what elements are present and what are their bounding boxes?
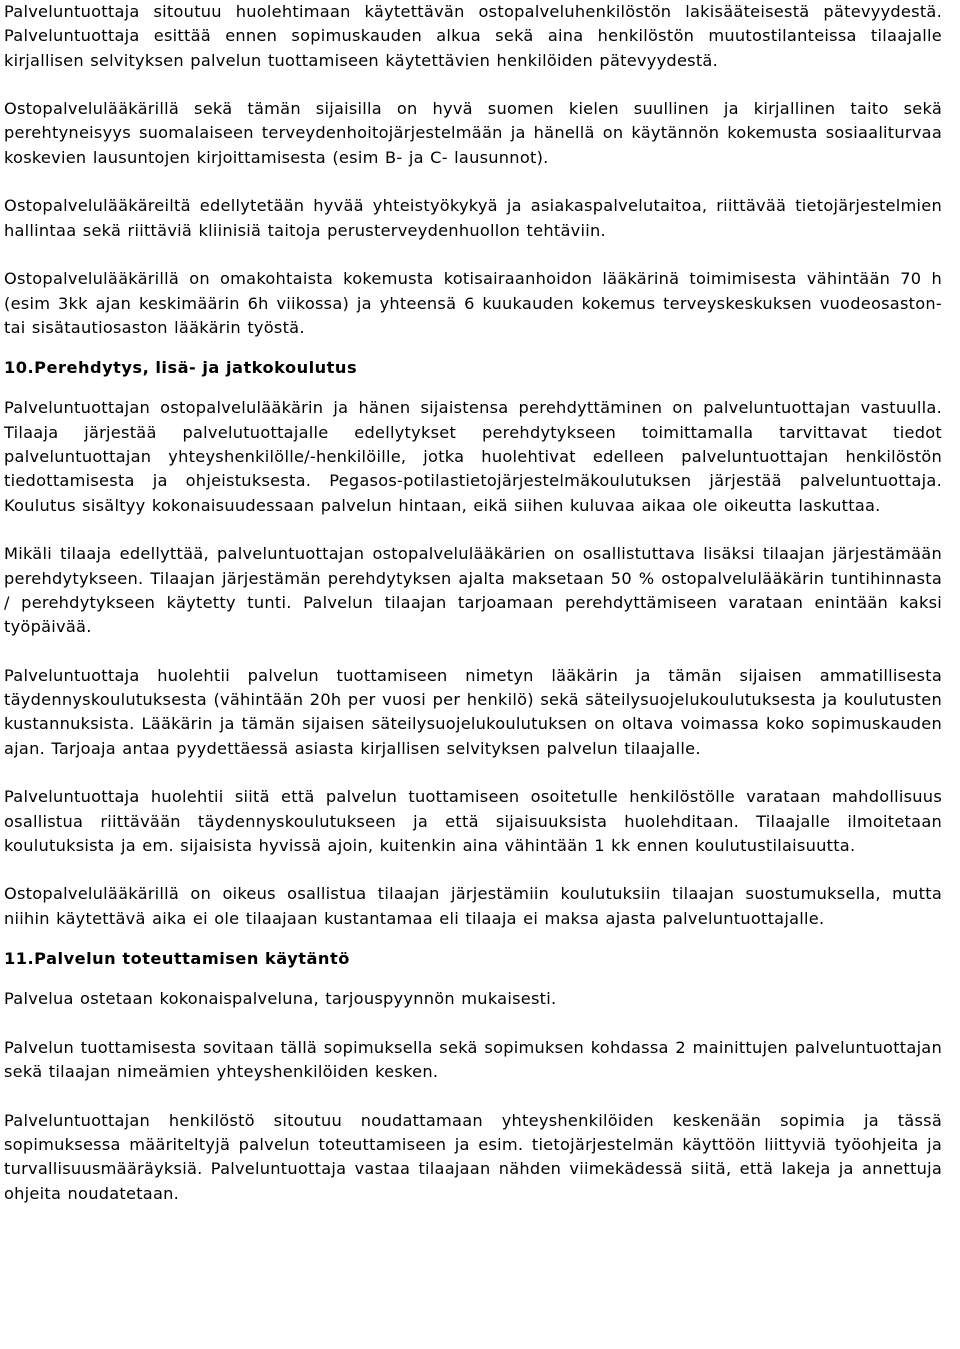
section-heading-11: 11.Palvelun toteuttamisen käytäntö: [4, 948, 350, 968]
paragraph-training-arrangements: Palveluntuottaja huolehtii siitä että palvelun tuottamiseen osoitetulle henkilöstölle varataan mahdollisuus osallistua riittävään täydennyskoulutukseen ja että sijaisuuksista huolehditaan. Tilaajalle ilmoitetaan koulutuksista ja em. sijaisista hyvissä ajoin, kuitenkin aina vähintään 1 kk ennen koulutustilaisuutta.: [4, 787, 942, 855]
paragraph-language-skills: Ostopalvelulääkärillä sekä tämän sijaisilla on hyvä suomen kielen suullinen ja kirjallinen taito sekä perehtyneisyys suomalaiseen terveydenhoitojärjestelmään ja hänellä on käytännön kokemusta sosiaaliturvaa koskevien lausuntojen kirjoittamisesta (esim B- ja C- lausunnot).: [4, 99, 942, 167]
paragraph-client-orientation: Mikäli tilaaja edellyttää, palveluntuottajan ostopalvelulääkärien on osallistuttava lisäksi tilaajan järjestämään perehdytykseen. Tilaajan järjestämän perehdytyksen ajalta maksetaan 50 % ostopalvelulääkärin tuntihinnasta / perehdytykseen käytetty tunti. Palvelun tilaajan tarjoamaan perehdyttämiseen varataan enintään kaksi työpäivää.: [4, 544, 942, 637]
paragraph-training-participation: Ostopalvelulääkärillä on oikeus osallistua tilaajan järjestämiin koulutuksiin tilaajan suostumuksella, mutta niihin käytettävä aika ei ole tilaajaan kustantamaa eli tilaaja ei maksa ajasta palveluntuottajalle.: [4, 884, 942, 928]
paragraph-continuing-education: Palveluntuottaja huolehtii palvelun tuottamiseen nimetyn lääkärin ja tämän sijaisen ammatillisesta täydennyskoulutuksesta (vähintään 20h per vuosi per henkilö) sekä säteilysuojelukoulutuksesta ja koulutusten kustannuksista. Lääkärin ja tämän sijaisen säteilysuojelukoulutuksen on oltava voimassa koko sopimuskauden ajan. Tarjoaja antaa pyydettäessä asiasta kirjallisen selvityksen palvelun tilaajalle.: [4, 665, 942, 758]
paragraph-service-agreement: Palvelun tuottamisesta sovitaan tällä sopimuksella sekä sopimuksen kohdassa 2 mainittujen palveluntuottajan sekä tilaajan nimeämien yhteyshenkilöiden kesken.: [4, 1037, 942, 1082]
paragraph-experience-requirements: Ostopalvelulääkärillä on omakohtaista kokemusta kotisairaanhoidon lääkärinä toimimisesta vähintään 70 h (esim 3kk ajan keskimäärin 6h viikossa) ja yhteensä 6 kuukauden kokemus terveyskeskuksen vuodeosaston- tai sisätautiosaston lääkärin työstä.: [4, 269, 942, 337]
paragraph-orientation-responsibility: Palveluntuottajan ostopalvelulääkärin ja hänen sijaistensa perehdyttäminen on palveluntuottajan vastuulla. Tilaaja järjestää palvelutuottajalle edellytykset perehdytykseen toimittamalla tarvittavat tiedot palveluntuottajan yhteyshenkilölle/-henkilöille, jotka huolehtivat edelleen palveluntuottajan henkilöstön tiedottamisesta ja ohjeistuksesta. Pegasos-potilastietojärjestelmäkoulutuksen järjestää palveluntuottaja. Koulutus sisältyy kokonaisuudessaan palvelun hintaan, eikä siihen kuluvaa aikaa ole oikeutta laskuttaa.: [4, 398, 942, 515]
paragraph-cooperation-skills: Ostopalvelulääkäreiltä edellytetään hyvää yhteistyökykyä ja asiakaspalvelutaitoa, riittävää tietojärjestelmien hallintaa sekä riittäviä kliinisiä taitoja perusterveydenhuollon tehtäviin.: [4, 196, 942, 240]
paragraph-qualification-responsibility: Palveluntuottaja sitoutuu huolehtimaan käytettävän ostopalveluhenkilöstön lakisääteisestä pätevyydestä. Palveluntuottaja esittää ennen sopimuskauden alkua sekä aina henkilöstön muutostilanteissa tilaajalle kirjallisen selvityksen palvelun tuottamiseen käytettävien henkilöiden pätevyydestä.: [4, 2, 942, 70]
paragraph-service-purchase: Palvelua ostetaan kokonaispalveluna, tarjouspyynnön mukaisesti.: [4, 989, 557, 1009]
section-heading-10: 10.Perehdytys, lisä- ja jatkokoulutus: [4, 358, 358, 378]
paragraph-staff-instructions: Palveluntuottajan henkilöstö sitoutuu noudattamaan yhteyshenkilöiden keskenään sopimia ja tässä sopimuksessa määriteltyjä palvelun toteuttamiseen ja esim. tietojärjestelmän käyttöön liittyviä työohjeita ja turvallisuusmääräyksiä. Palveluntuottaja vastaa tilaajaan nähden viimekädessä siitä, että lakeja ja annettuja ohjeita noudatetaan.: [4, 1110, 942, 1203]
